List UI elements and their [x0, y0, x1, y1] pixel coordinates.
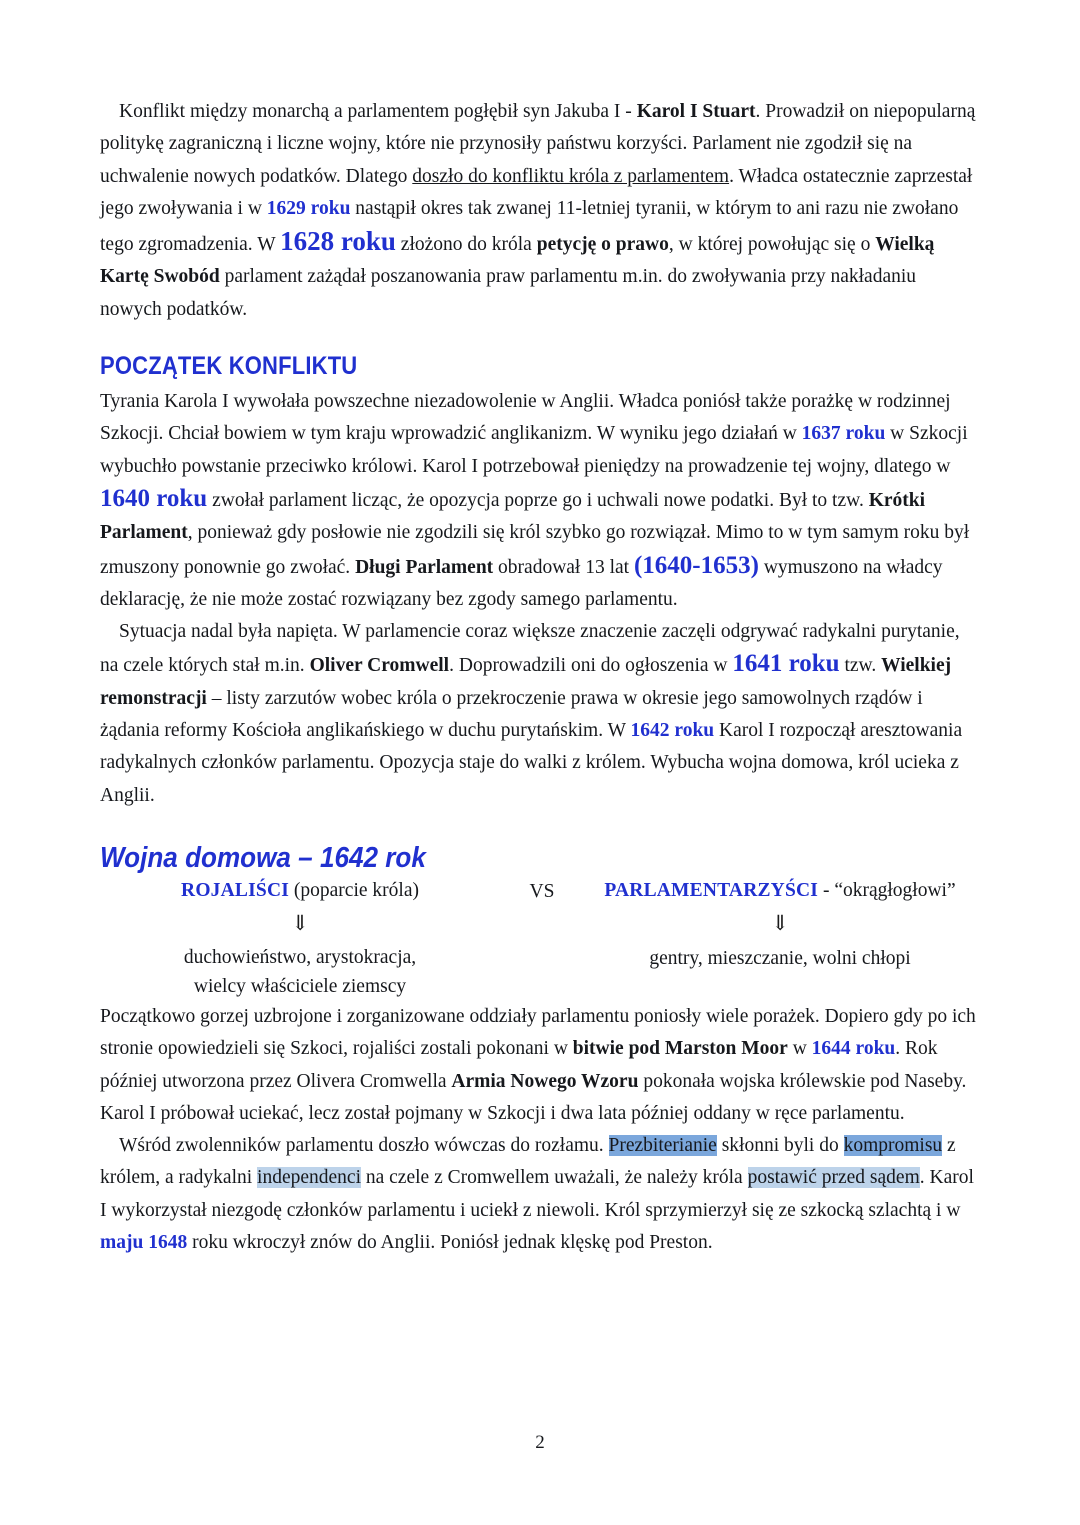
conflict-p2-text-5: Karol I rozpoczął aresztowania radykalnych członków parlamentu. Opozycja staje do walki z królem. Wybucha wojna domowa, król ucieka z Anglii.: [100, 720, 963, 806]
parliamentarians-label: PARLAMENTARZYŚCI: [604, 879, 819, 901]
conflict-date-range-1640-1653: (1640-1653): [633, 551, 759, 579]
conflict-p1-text-1: Tyrania Karola I wywołała powszechne niezadowolenie w Anglii. Władca poniósł także porażkę w rodzinnej Szkocji. Chciał bowiem w tym kraju wprowadzić anglikanizm. W wyniku jego działań w: [100, 391, 951, 445]
conflict-p2-text-1: Sytuacja nadal była napięta. W parlamencie coraz większe znaczenie zaczęli odgrywać radykalni purytanie, na czele których stał m.in.: [100, 621, 960, 677]
vs-label: VS: [529, 880, 555, 902]
intro-underline-konflikt: doszło do konfliktu króla z parlamentem: [412, 165, 730, 187]
royalists-members-line-1: duchowieństwo, arystokracja,: [183, 946, 417, 968]
parliamentarians-members-line-1: gentry, mieszczanie, wolni chłopi: [649, 947, 911, 969]
conflict-p1-text-6: wymuszono na władcy deklarację, że nie może zostać rozwiązany bez zgody samego parlamentu.: [100, 556, 943, 610]
intro-text-1: Konflikt między monarchą a parlamentem pogłębił syn Jakuba I -: [119, 101, 637, 122]
arrow-spacer: [500, 912, 584, 934]
war-date-maju-1648: maju 1648: [100, 1232, 188, 1254]
intro-paragraph: [100, 96, 976, 326]
page-content: [100, 96, 976, 1259]
highlight-kompromisu: kompromisu: [843, 1135, 943, 1157]
royalists-members-line-2: wielcy właściciele ziemscy: [193, 975, 407, 997]
intro-bold-wielka-karta: Wielką Kartę Swobód: [100, 234, 935, 288]
conflict-p2-text-2: . Doprowadzili oni do ogłoszenia w: [449, 655, 733, 677]
intro-text-4: nastąpił okres tak zwanej 11-letniej tyranii, w którym to ani razu nie zwołano tego zgromadzenia. W: [100, 197, 959, 256]
royalists-label: ROJALIŚCI: [181, 879, 290, 901]
conflict-bold-wielka-remonstracja: Wielkiej remonstracji: [100, 655, 952, 709]
intro-bold-petycja: petycję o prawo: [536, 234, 669, 256]
intro-text-5: złożono do króla: [395, 234, 537, 256]
factions-comparison: [100, 877, 976, 1001]
conflict-p1-text-2: w Szkocji wybuchło powstanie przeciwko królowi. Karol I potrzebował pieniędzy na prowadzenie tej wojny, dlatego w: [100, 423, 968, 477]
parliamentarians-title-cell: [584, 877, 976, 904]
conflict-date-1640: 1640 roku: [100, 484, 208, 512]
war-p1-text-1: Początkowo gorzej uzbrojone i zorganizowane oddziały parlamentu poniosły wiele porażek. Dopiero gdy po ich stronie opowiedzieli się Szkoci, rojaliści zostali pokonani w: [100, 1005, 976, 1060]
parliamentarians-note: - “okrągłogłowi”: [818, 879, 956, 901]
conflict-p2-text-3: tzw.: [839, 655, 882, 677]
highlight-independenci: independenci: [257, 1167, 361, 1189]
war-p1-text-2: w: [787, 1038, 812, 1060]
war-p2-text-1: Wśród zwolenników parlamentu doszło wówczas do rozłamu.: [119, 1135, 609, 1157]
conflict-p2-text-4: – listy zarzutów wobec króla o przekroczenie prawa w okresie jego samowolnych rządów i żądania reformy Kościoła anglikańskiego w duchu purytańskim. W: [100, 687, 923, 742]
war-p1-text-3: . Rok później utworzona przez Olivera Cromwella: [100, 1038, 938, 1092]
intro-text-6: , w której powołując się o: [668, 234, 876, 256]
conflict-date-1641: 1641 roku: [732, 650, 840, 678]
war-p2-text-2: skłonni byli do: [716, 1135, 844, 1157]
page-number: 2: [535, 1432, 545, 1453]
royalists-note: (poparcie króla): [289, 879, 419, 901]
war-paragraph-1: [100, 1001, 976, 1130]
factions-members-row: [100, 943, 976, 1001]
war-date-1644: 1644 roku: [811, 1038, 896, 1060]
conflict-date-1637: 1637 roku: [801, 423, 886, 445]
highlight-postawic-przed-sadem: postawić przed sądem: [747, 1167, 920, 1189]
royalists-title-cell: [100, 877, 500, 904]
factions-title-row: [100, 877, 976, 905]
members-spacer: [500, 943, 584, 1001]
conflict-p1-text-3: zwołał parlament licząc, że opozycja poprze go i uchwali nowe podatki. Był to tzw.: [207, 489, 869, 511]
war-p2-text-6: roku wkroczył znów do Anglii. Poniósł jednak klęskę pod Preston.: [187, 1232, 713, 1254]
conflict-bold-krotki-parlament: Krótki Parlament: [100, 489, 926, 544]
section-heading-wojna-domowa: Wojna domowa – 1642 rok: [100, 841, 426, 874]
double-down-arrow-icon: ⇓: [291, 910, 309, 935]
parliamentarians-members: [584, 943, 976, 1001]
intro-text-2: . Prowadził on niepopularną politykę zagraniczną i liczne wojny, które nie przynosiły państwu korzyści. Parlament nie zgodził się na uchwalenie nowych podatków. Dlatego: [100, 101, 976, 187]
double-down-arrow-icon: ⇓: [771, 910, 789, 935]
intro-text-3: . Władca ostatecznie zaprzestał jego zwoływania i w: [100, 165, 973, 219]
war-bold-armia-nowego-wzoru: Armia Nowego Wzoru: [451, 1070, 639, 1092]
conflict-paragraph-1: [100, 386, 976, 616]
war-p2-text-4: na czele z Cromwellem uważali, że należy króla: [361, 1167, 748, 1189]
highlight-prezbiterianie: Prezbiterianie: [608, 1135, 717, 1157]
war-p1-text-4: pokonała wojska królewskie pod Naseby. Karol I próbował uciekać, lecz został pojmany w Szkocji i dwa lata później oddany w ręce parlamentu.: [100, 1070, 967, 1124]
intro-bold-karol: Karol I Stuart: [636, 101, 756, 122]
conflict-p1-text-4: , ponieważ gdy posłowie nie zgodzili się król szybko go rozwiązał. Mimo to w tym samym roku był zmuszony ponownie go zwołać.: [100, 522, 970, 578]
war-p2-text-3: z królem, a radykalni: [100, 1135, 956, 1189]
war-paragraph-2: [100, 1130, 976, 1259]
intro-date-1629: 1629 roku: [266, 197, 351, 219]
intro-date-1628: 1628 roku: [280, 226, 396, 257]
section-heading-poczatek-konfliktu: POCZĄTEK KONFLIKTU: [100, 352, 358, 381]
conflict-p1-text-5: obradował 13 lat: [493, 556, 634, 578]
war-p2-text-5: . Karol I wykorzystał niezgodę członków parlamentu i uciekł z niewoli. Król sprzymierzył się ze szkocką szlachtą i w: [100, 1167, 974, 1221]
intro-text-7: parlament zażądał poszanowania praw parlamentu m.in. do zwoływania przy nakładaniu nowych podatków.: [100, 266, 917, 320]
factions-arrow-row: [100, 912, 976, 934]
conflict-bold-oliver-cromwell: Oliver Cromwell: [309, 655, 450, 677]
war-bold-marston-moor: bitwie pod Marston Moor: [572, 1038, 788, 1060]
conflict-bold-dlugi-parlament: Długi Parlament: [355, 556, 494, 578]
royalists-members: [100, 943, 500, 1001]
conflict-paragraph-2: [100, 616, 976, 812]
conflict-date-1642: 1642 roku: [630, 720, 715, 742]
